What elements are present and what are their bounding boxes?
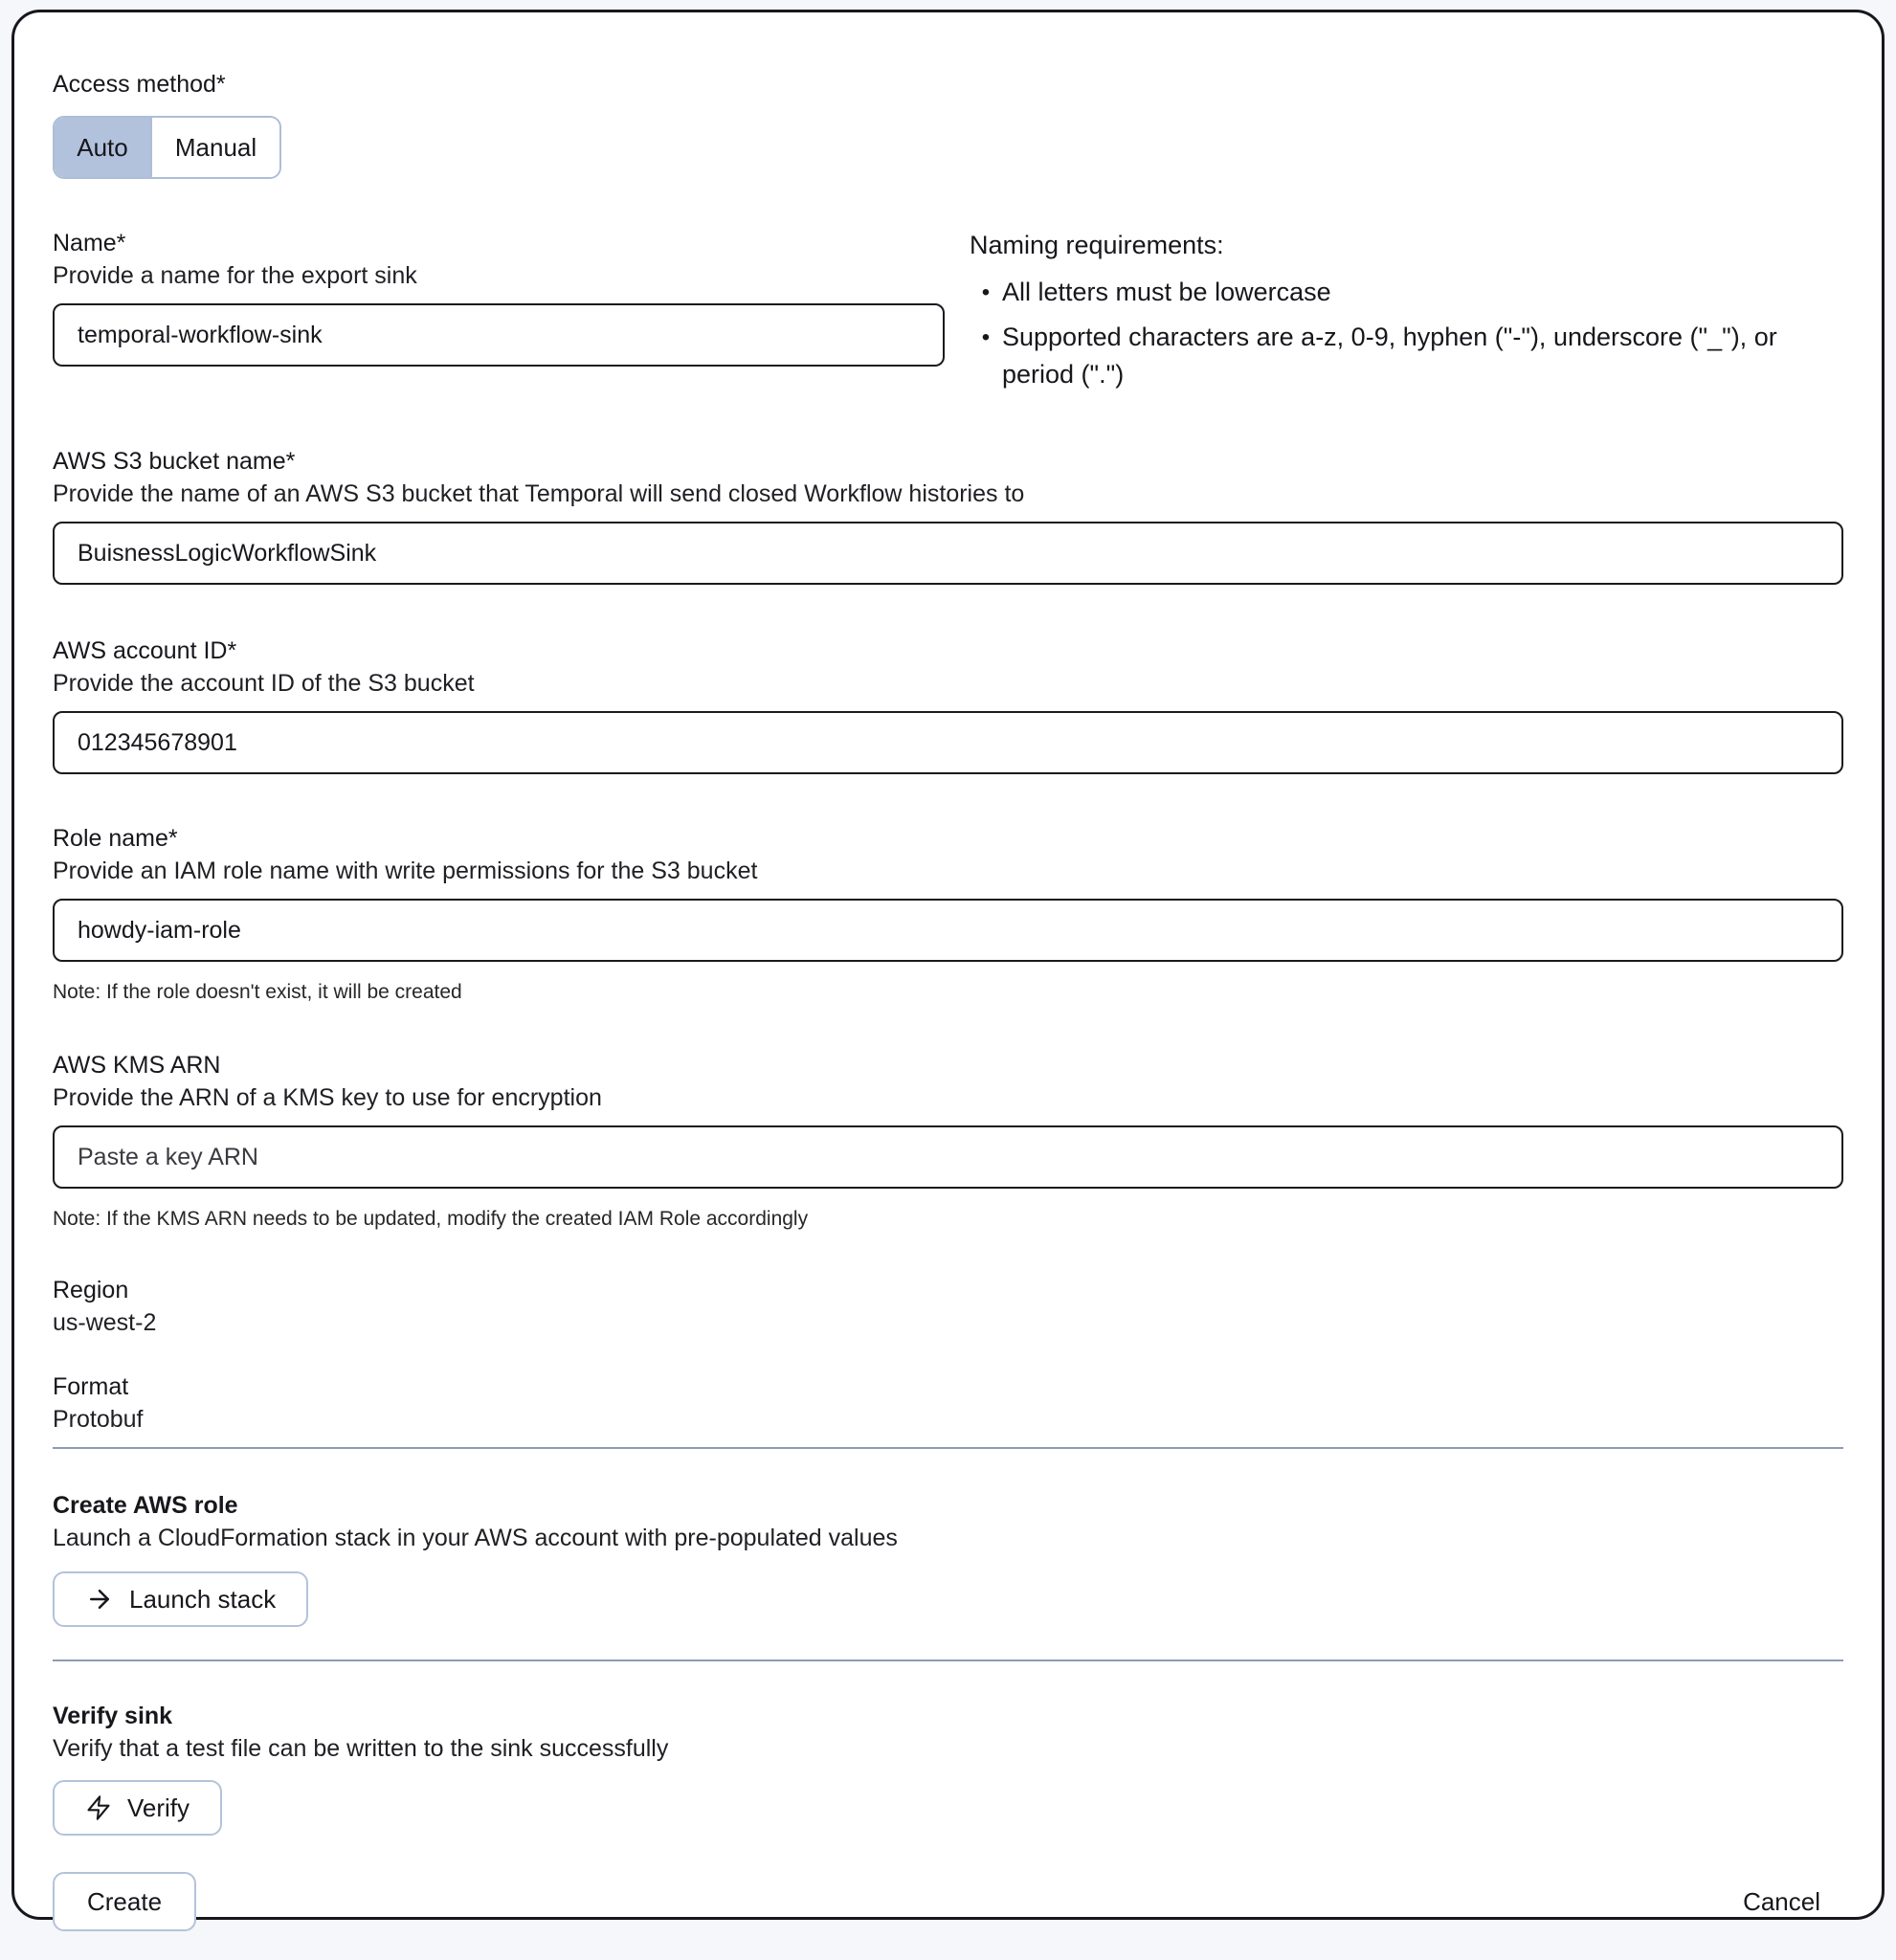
naming-requirement-item: • Supported characters are a-z, 0-9, hyphen ("-"), underscore ("_"), or period ("."): [970, 319, 1843, 393]
export-sink-form-card: [11, 10, 1885, 1920]
s3-bucket-label: AWS S3 bucket name*: [53, 448, 296, 475]
kms-arn-input[interactable]: [53, 1125, 1843, 1189]
lightning-icon: [85, 1794, 112, 1821]
create-button[interactable]: Create: [53, 1872, 196, 1931]
kms-arn-label: AWS KMS ARN: [53, 1052, 221, 1079]
arrow-right-icon: [85, 1585, 114, 1614]
section-divider: [53, 1447, 1843, 1449]
create-role-description: Launch a CloudFormation stack in your AWS account with pre-populated values: [53, 1525, 898, 1551]
access-method-toggle: [53, 116, 281, 179]
bullet-icon: •: [981, 279, 991, 305]
account-id-label: AWS account ID*: [53, 637, 237, 664]
launch-stack-label: Launch stack: [129, 1584, 277, 1614]
format-value: Protobuf: [53, 1406, 144, 1433]
toggle-option-manual[interactable]: Manual: [150, 118, 279, 177]
section-divider: [53, 1659, 1843, 1661]
role-name-input[interactable]: [53, 899, 1843, 962]
role-name-note: Note: If the role doesn't exist, it will be created: [53, 981, 462, 1003]
region-value: us-west-2: [53, 1309, 157, 1336]
kms-arn-note: Note: If the KMS ARN needs to be updated, modify the created IAM Role accordingly: [53, 1208, 809, 1230]
s3-bucket-description: Provide the name of an AWS S3 bucket that Temporal will send closed Workflow histories to: [53, 480, 1025, 507]
naming-requirements-list: [970, 274, 1843, 393]
verify-label: Verify: [127, 1793, 190, 1822]
role-name-description: Provide an IAM role name with write permissions for the S3 bucket: [53, 858, 758, 884]
naming-requirements-title: Naming requirements:: [970, 231, 1224, 259]
cancel-button[interactable]: Cancel: [1743, 1886, 1820, 1916]
account-id-description: Provide the account ID of the S3 bucket: [53, 670, 475, 697]
name-input[interactable]: [53, 303, 945, 367]
verify-button[interactable]: [53, 1780, 222, 1836]
naming-requirement-item: • All letters must be lowercase: [970, 274, 1843, 311]
bullet-icon: •: [981, 324, 991, 350]
role-name-label: Role name*: [53, 825, 178, 852]
toggle-option-auto[interactable]: Auto: [55, 118, 150, 177]
name-field-description: Provide a name for the export sink: [53, 262, 417, 289]
account-id-input[interactable]: [53, 711, 1843, 774]
kms-arn-description: Provide the ARN of a KMS key to use for encryption: [53, 1084, 602, 1111]
s3-bucket-input[interactable]: [53, 522, 1843, 585]
name-field-label: Name*: [53, 230, 126, 256]
access-method-label: Access method*: [53, 71, 226, 98]
verify-sink-description: Verify that a test file can be written to the sink successfully: [53, 1735, 669, 1762]
region-label: Region: [53, 1277, 129, 1303]
launch-stack-button[interactable]: [53, 1571, 308, 1627]
format-label: Format: [53, 1373, 129, 1400]
verify-sink-title: Verify sink: [53, 1703, 173, 1729]
create-role-title: Create AWS role: [53, 1492, 238, 1519]
